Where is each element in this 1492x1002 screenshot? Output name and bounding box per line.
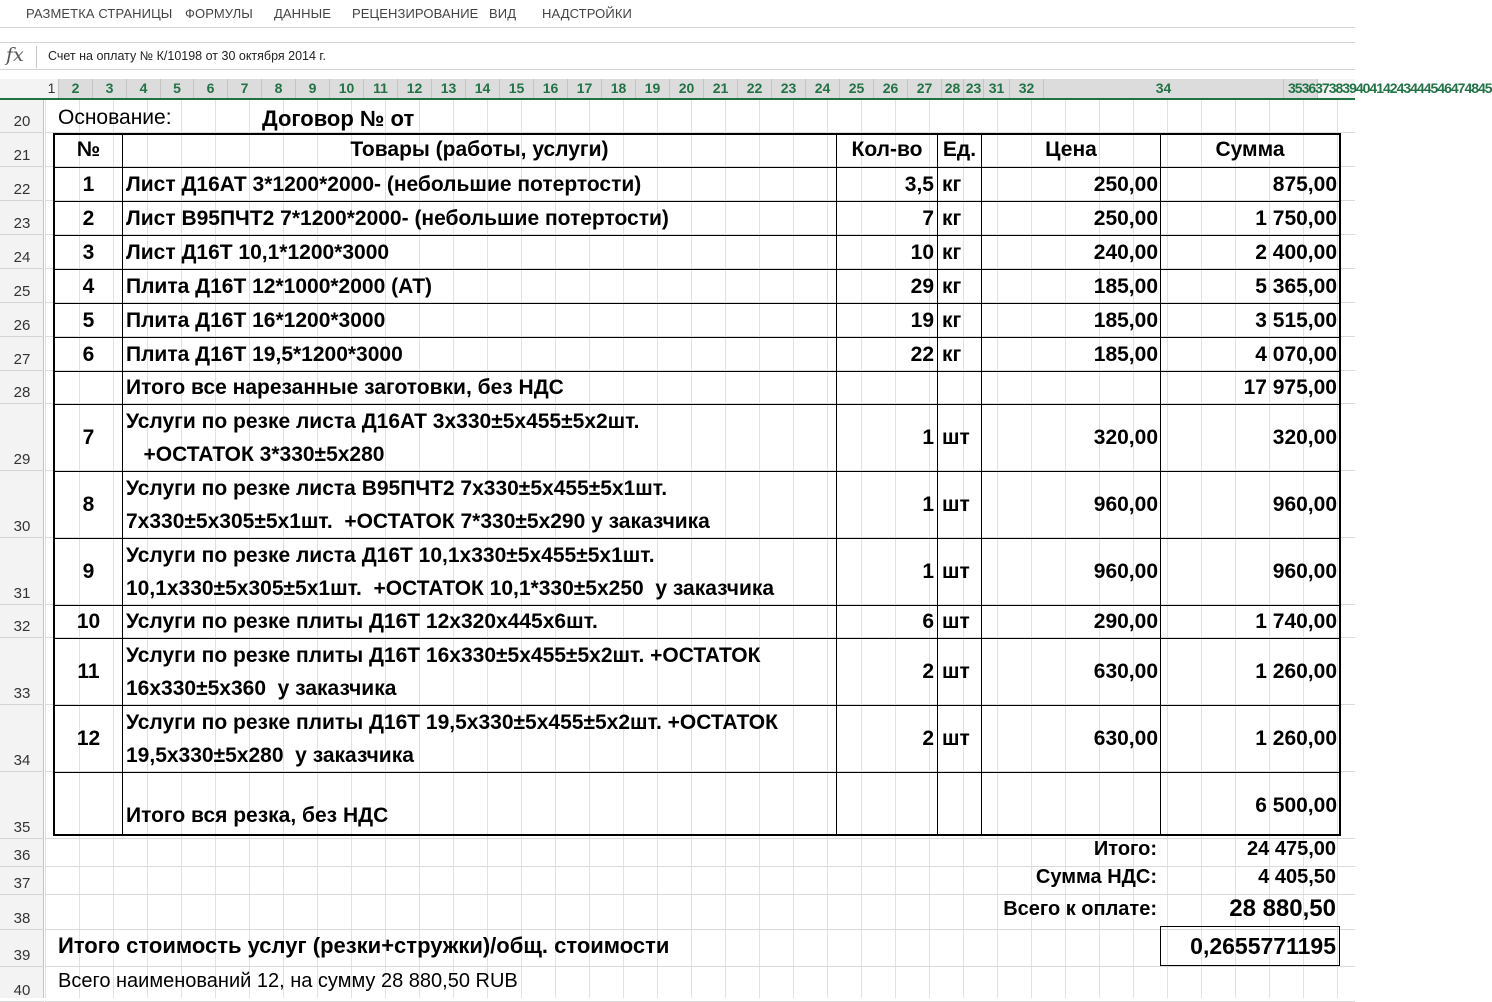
row-qty: 22 bbox=[910, 342, 934, 366]
row-price: 630,00 bbox=[1093, 660, 1158, 683]
row-unit: кг bbox=[942, 274, 962, 298]
pay-value: 28 880,50 bbox=[1229, 895, 1336, 922]
ribbon-tabs bbox=[0, 0, 1355, 28]
row-goods: Услуги по резке листа Д16Т 10,1х330±5х455±5х1шт. bbox=[126, 544, 655, 567]
row-number: 4 bbox=[82, 274, 95, 298]
column-header-cell[interactable]: 23 bbox=[964, 79, 984, 98]
row-number: 3 bbox=[82, 240, 95, 264]
row-number: 7 bbox=[82, 426, 95, 449]
row-goods: Услуги по резке листа Д16АТ 3х330±5х455±5х2шт. bbox=[126, 410, 640, 433]
row-header-cell[interactable]: 22 bbox=[0, 167, 44, 201]
total-value: 24 475,00 bbox=[1247, 838, 1336, 860]
row-goods-continued: 7х330±5х305±5х1шт. +ОСТАТОК 7*330±5х290 у заказчика bbox=[126, 510, 710, 533]
tab-addins[interactable]: НАДСТРОЙКИ bbox=[542, 6, 632, 21]
tab-view[interactable]: ВИД bbox=[489, 6, 517, 21]
row-number: 2 bbox=[82, 206, 95, 230]
column-header-cell[interactable]: 1 bbox=[45, 79, 59, 98]
column-header-cell[interactable]: 4 bbox=[127, 79, 161, 98]
row-number: 1 bbox=[82, 172, 95, 196]
row-price: 320,00 bbox=[1093, 426, 1158, 449]
basis-label: Основание: bbox=[58, 106, 172, 129]
row-header-cell[interactable]: 33 bbox=[0, 638, 44, 705]
row-number: 5 bbox=[82, 308, 95, 332]
column-header-cell[interactable]: 15 bbox=[500, 79, 534, 98]
column-header-cell[interactable]: 9 bbox=[296, 79, 330, 98]
row-qty: 3,5 bbox=[904, 172, 934, 196]
row-qty: 7 bbox=[922, 206, 934, 230]
row-unit: кг bbox=[942, 342, 962, 366]
table-column-line bbox=[122, 133, 123, 836]
row-sum: 6 500,00 bbox=[1255, 794, 1337, 817]
formula-bar-divider bbox=[36, 46, 37, 68]
vat-label: Сумма НДС: bbox=[1035, 866, 1157, 888]
row-header-cell[interactable]: 29 bbox=[0, 404, 44, 471]
row-sum: 2 400,00 bbox=[1255, 240, 1337, 264]
row-number: 10 bbox=[76, 610, 101, 633]
ratio-label: Итого стоимость услуг (резки+стружки)/общ. стоимости bbox=[58, 933, 670, 958]
summary-line: Всего наименований 12, на сумму 28 880,50 RUB bbox=[58, 970, 518, 992]
row-price: 185,00 bbox=[1093, 342, 1158, 366]
column-header-cell[interactable]: 27 bbox=[908, 79, 942, 98]
header-unit: Ед. bbox=[942, 138, 977, 161]
column-header-cell[interactable]: 21 bbox=[704, 79, 738, 98]
row-header-cell[interactable]: 40 bbox=[0, 967, 44, 1002]
row-sum: 960,00 bbox=[1272, 560, 1337, 583]
row-unit: кг bbox=[942, 172, 962, 196]
ratio-value: 0,2655771195 bbox=[1190, 933, 1336, 959]
total-label: Итого: bbox=[1093, 838, 1157, 860]
row-unit: шт bbox=[942, 727, 970, 750]
row-sum: 320,00 bbox=[1272, 426, 1337, 449]
grid-row-line bbox=[45, 894, 1355, 895]
column-header-cell[interactable]: 25 bbox=[840, 79, 874, 98]
row-goods: Плита Д16Т 19,5*1200*3000 bbox=[126, 342, 403, 366]
row-header-bar bbox=[0, 100, 44, 998]
row-qty: 19 bbox=[910, 308, 934, 332]
row-goods: Итого вся резка, без НДС bbox=[126, 804, 389, 827]
row-goods-continued: 19,5х330±5х280 у заказчика bbox=[126, 744, 414, 767]
row-goods: Лист В95ПЧТ2 7*1200*2000- (небольшие потертости) bbox=[126, 206, 669, 230]
column-header-cell[interactable]: 3 bbox=[93, 79, 127, 98]
row-sum: 1 740,00 bbox=[1255, 610, 1337, 633]
tab-page-layout[interactable]: РАЗМЕТКА СТРАНИЦЫ bbox=[26, 6, 173, 21]
formula-bar bbox=[0, 42, 1355, 70]
row-unit: шт bbox=[942, 560, 970, 583]
table-column-line bbox=[937, 133, 938, 836]
column-header-cell[interactable]: 14 bbox=[466, 79, 500, 98]
basis-value: Договор № от bbox=[262, 106, 415, 131]
pay-label: Всего к оплате: bbox=[1003, 898, 1157, 920]
column-header-cell[interactable]: 22 bbox=[738, 79, 772, 98]
row-goods-continued: 16х330±5х360 у заказчика bbox=[126, 677, 397, 700]
row-header-cell[interactable]: 24 bbox=[0, 235, 44, 269]
row-price: 250,00 bbox=[1093, 206, 1158, 230]
column-header-cell[interactable]: 32 bbox=[1010, 79, 1044, 98]
column-header-cell[interactable]: 26 bbox=[874, 79, 908, 98]
row-qty: 1 bbox=[922, 493, 934, 516]
formula-input[interactable]: Счет на оплату № К/10198 от 30 октября 2014 г. bbox=[48, 49, 326, 63]
row-unit: кг bbox=[942, 308, 962, 332]
row-price: 290,00 bbox=[1093, 610, 1158, 633]
row-sum: 1 260,00 bbox=[1255, 660, 1337, 683]
row-unit: кг bbox=[942, 240, 962, 264]
row-qty: 1 bbox=[922, 560, 934, 583]
row-sum: 3 515,00 bbox=[1255, 308, 1337, 332]
row-header-cell[interactable]: 21 bbox=[0, 133, 44, 167]
row-unit: шт bbox=[942, 610, 970, 633]
row-sum: 4 070,00 bbox=[1255, 342, 1337, 366]
column-header-cell[interactable]: 31 bbox=[984, 79, 1010, 98]
row-sum: 875,00 bbox=[1272, 172, 1337, 196]
column-header-cell[interactable]: 19 bbox=[636, 79, 670, 98]
column-header-cell[interactable]: 28 bbox=[942, 79, 964, 98]
row-header-cell[interactable]: 26 bbox=[0, 303, 44, 337]
column-header-cell[interactable]: 7 bbox=[228, 79, 262, 98]
row-price: 185,00 bbox=[1093, 308, 1158, 332]
row-goods: Услуги по резке плиты Д16Т 19,5х330±5х455±5х2шт. +ОСТАТОК bbox=[126, 711, 778, 734]
column-header-cell[interactable]: 10 bbox=[330, 79, 364, 98]
row-header-cell[interactable]: 27 bbox=[0, 337, 44, 371]
row-price: 960,00 bbox=[1093, 560, 1158, 583]
row-sum: 960,00 bbox=[1272, 493, 1337, 516]
row-qty: 2 bbox=[922, 660, 934, 683]
row-unit: кг bbox=[942, 206, 962, 230]
row-header-cell[interactable]: 30 bbox=[0, 471, 44, 538]
row-price: 185,00 bbox=[1093, 274, 1158, 298]
row-header-cell[interactable]: 20 bbox=[0, 100, 44, 133]
row-qty: 6 bbox=[922, 610, 934, 633]
row-price: 250,00 bbox=[1093, 172, 1158, 196]
row-goods-continued: 10,1х330±5х305±5х1шт. +ОСТАТОК 10,1*330±5х250 у заказчика bbox=[126, 577, 775, 600]
row-header-cell[interactable]: 38 bbox=[0, 895, 44, 930]
row-goods-continued: +ОСТАТОК 3*330±5х280 bbox=[126, 443, 385, 466]
column-header-cell[interactable]: 13 bbox=[432, 79, 466, 98]
row-unit: шт bbox=[942, 493, 970, 516]
row-unit: шт bbox=[942, 660, 970, 683]
row-goods: Лист Д16Т 10,1*1200*3000 bbox=[126, 240, 390, 264]
grid-row-line bbox=[45, 838, 1355, 839]
row-price: 240,00 bbox=[1093, 240, 1158, 264]
row-header-cell[interactable]: 35 bbox=[0, 772, 44, 839]
column-header-cell[interactable]: 20 bbox=[670, 79, 704, 98]
column-header-cell[interactable]: 23 bbox=[772, 79, 806, 98]
function-icon[interactable]: fx bbox=[6, 44, 24, 66]
tab-formulas[interactable]: ФОРМУЛЫ bbox=[185, 6, 253, 21]
row-goods: Услуги по резке плиты Д16Т 12х320х445х6шт. bbox=[126, 610, 598, 633]
row-number: 8 bbox=[82, 493, 95, 516]
column-header-cell[interactable]: 11 bbox=[364, 79, 398, 98]
row-number: 11 bbox=[77, 660, 100, 683]
row-number: 12 bbox=[76, 727, 101, 750]
row-sum: 17 975,00 bbox=[1243, 376, 1337, 399]
row-qty: 2 bbox=[922, 727, 934, 750]
row-header-cell[interactable]: 25 bbox=[0, 269, 44, 303]
column-header-cell[interactable]: 6 bbox=[194, 79, 228, 98]
row-unit: шт bbox=[942, 426, 970, 449]
column-header-cell[interactable]: 17 bbox=[568, 79, 602, 98]
row-header-cell[interactable]: 31 bbox=[0, 538, 44, 605]
worksheet-grid[interactable] bbox=[45, 100, 1355, 998]
tab-review[interactable]: РЕЦЕНЗИРОВАНИЕ bbox=[352, 6, 479, 21]
column-header-cell[interactable]: 18 bbox=[602, 79, 636, 98]
vat-value: 4 405,50 bbox=[1258, 866, 1336, 888]
row-price: 630,00 bbox=[1093, 727, 1158, 750]
column-header-cell[interactable]: 34 bbox=[1044, 79, 1284, 98]
row-header-cell[interactable]: 39 bbox=[0, 930, 44, 967]
row-goods: Плита Д16Т 16*1200*3000 bbox=[126, 308, 386, 332]
row-goods: Услуги по резке плиты Д16Т 16х330±5х455±5х2шт. +ОСТАТОК bbox=[126, 644, 761, 667]
row-goods: Лист Д16АТ 3*1200*2000- (небольшие потертости) bbox=[126, 172, 642, 196]
row-header-cell[interactable]: 32 bbox=[0, 605, 44, 638]
row-sum: 1 750,00 bbox=[1255, 206, 1337, 230]
row-header-cell[interactable]: 36 bbox=[0, 839, 44, 867]
grid-row-line bbox=[45, 866, 1355, 867]
row-header-cell[interactable]: 37 bbox=[0, 867, 44, 895]
row-goods: Плита Д16Т 12*1000*2000 (АТ) bbox=[126, 274, 433, 298]
header-num: № bbox=[76, 138, 101, 161]
column-header-cell[interactable]: 353637383940414243444546474845 bbox=[1284, 79, 1318, 98]
table-row-line bbox=[53, 772, 1341, 773]
header-price: Цена bbox=[1045, 138, 1097, 161]
row-sum: 1 260,00 bbox=[1255, 727, 1337, 750]
row-goods: Услуги по резке листа В95ПЧТ2 7х330±5х455±5х1шт. bbox=[126, 477, 668, 500]
row-goods: Итого все нарезанные заготовки, без НДС bbox=[126, 376, 564, 399]
header-sum: Сумма bbox=[1215, 138, 1285, 161]
column-header-cell[interactable]: 2 bbox=[59, 79, 93, 98]
header-qty: Кол-во bbox=[851, 138, 923, 161]
row-price: 960,00 bbox=[1093, 493, 1158, 516]
column-header-cell[interactable]: 5 bbox=[161, 79, 194, 98]
row-qty: 10 bbox=[910, 240, 934, 264]
column-header-cell[interactable]: 16 bbox=[534, 79, 568, 98]
column-header-cell[interactable]: 8 bbox=[262, 79, 296, 98]
header-goods: Товары (работы, услуги) bbox=[350, 138, 609, 161]
row-header-cell[interactable]: 34 bbox=[0, 705, 44, 772]
row-header-cell[interactable]: 23 bbox=[0, 201, 44, 235]
row-qty: 29 bbox=[910, 274, 934, 298]
row-qty: 1 bbox=[922, 426, 934, 449]
row-number: 6 bbox=[82, 342, 95, 366]
column-header-cell[interactable]: 24 bbox=[806, 79, 840, 98]
tab-data[interactable]: ДАННЫЕ bbox=[274, 6, 332, 21]
row-number: 9 bbox=[82, 560, 95, 583]
column-header-bar bbox=[0, 79, 1492, 100]
row-sum: 5 365,00 bbox=[1255, 274, 1337, 298]
row-header-cell[interactable]: 28 bbox=[0, 371, 44, 404]
column-header-cell[interactable]: 12 bbox=[398, 79, 432, 98]
